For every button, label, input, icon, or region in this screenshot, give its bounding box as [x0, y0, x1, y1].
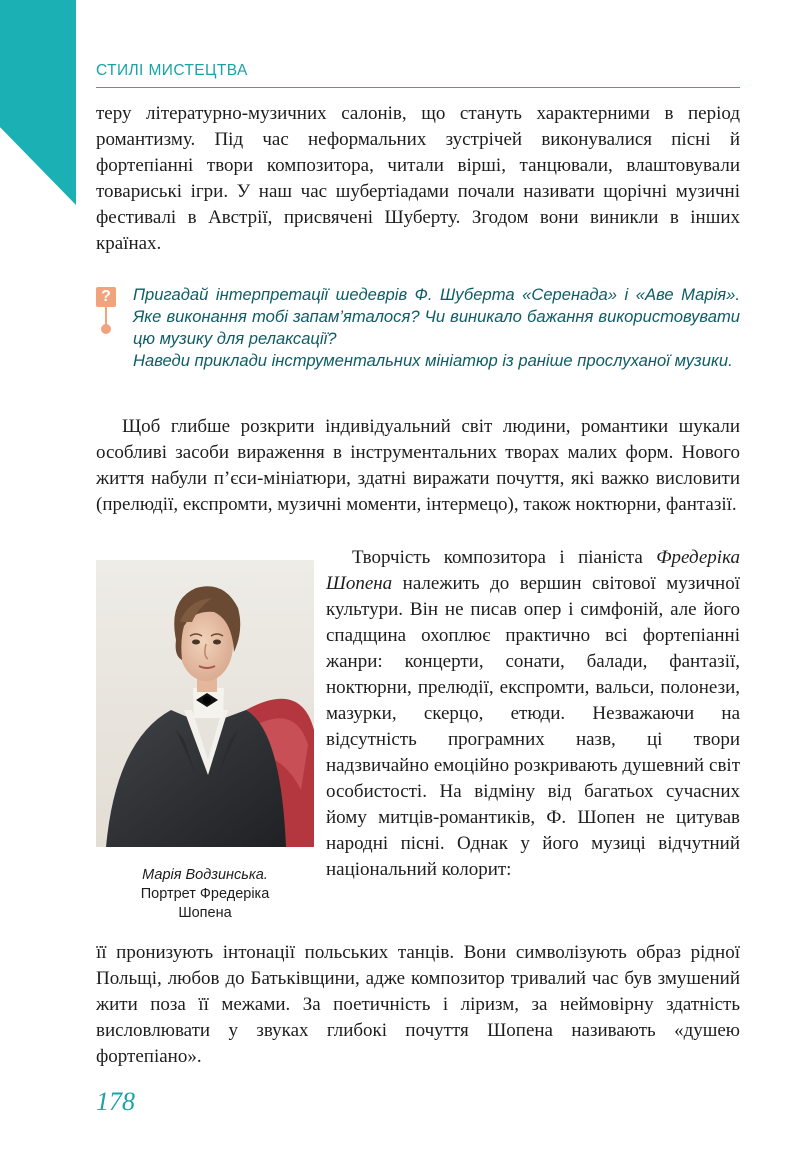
paragraph-chopin-continued: її пронизують інтонації польських танців. Вони символізують образ рідної Польщі, любов до Батьківщини, адже композитор тривалий час був змушений жити поза її межами. За поетичність і ліризм, за неймовірну здатність висловлювати у звуках глибокі почуття Шопена називають «душею фортепіано». — [96, 942, 740, 1067]
paragraph-romantic-miniatures: Щоб глибше розкрити індивідуальний світ людини, романтики шукали особливі засоби вираження в інструментальних творах малих форм. Нового життя набули п’єси-мініатюри, здатні виражати почуття, які важко висловити (прелюдії, експромти, музичні моменти, інтермецо), також ноктюрни, фантазії. — [96, 416, 740, 515]
caption-title-line-1: Портрет Фредеріка — [140, 886, 270, 902]
question-line-1: Пригадай інтерпретації шедеврів Ф. Шуберта «Серенада» і «Аве Марія». Яке виконання тобі запам’яталося? Чи виникало бажання використовувати цю музику для релаксації? — [133, 285, 740, 348]
portrait-illustration — [96, 560, 314, 847]
chopin-name: Фредеріка Шопена — [326, 547, 740, 594]
question-line-2: Наведи приклади інструментальних мініатюр із раніше прослуханої музики. — [133, 351, 733, 370]
chopin-text-before: Творчість композитора і піаніста — [352, 547, 657, 568]
chopin-text-after: належить до вершин світової музичної культури. Він не писав опер і симфоній, але його спадщина охоплює практично всі фортепіанні жанри: концерти, сонати, балади, фантазії, ноктюрни, прелюдії, експромти, вальси, полонези, мазурки, скерцо, етюди. Незважаючи на відсутність програмних назв, ці твори надзвичайно емоційно розкривають душевний світ особистості. На відміну від багатьох сучасних йому митців-романтиків, Ф. Шопен не цитував народні пісні. Однак у його музиці відчутний національний колорит: — [326, 573, 740, 880]
question-block — [133, 284, 740, 372]
caption-title-line-2: Шопена — [178, 905, 232, 921]
portrait-caption — [96, 866, 314, 923]
page-number: 178 — [96, 1087, 135, 1116]
question-marker-dot — [101, 324, 111, 334]
chopin-portrait — [96, 560, 314, 847]
caption-author: Марія Водзинська. — [142, 867, 268, 883]
section-title: СТИЛІ МИСТЕЦТВА — [96, 62, 248, 79]
paragraph-chopin — [326, 545, 740, 883]
paragraph-schubertiades: теру літературно-музичних салонів, що стануть характерними в період романтизму. Під час неформальних зустрічей виконувалися пісні й фортепіанні твори композитора, читали вірші, танцювали, влаштовували товариські ігри. У наш час шубертіадами почали називати щорічні музичні фестивалі в Австрії, присвячені Шуберту. Згодом вони виникли в інших країнах. — [96, 103, 740, 254]
corner-decoration — [0, 0, 76, 205]
question-mark-icon: ? — [96, 287, 116, 307]
header-divider — [96, 87, 740, 88]
